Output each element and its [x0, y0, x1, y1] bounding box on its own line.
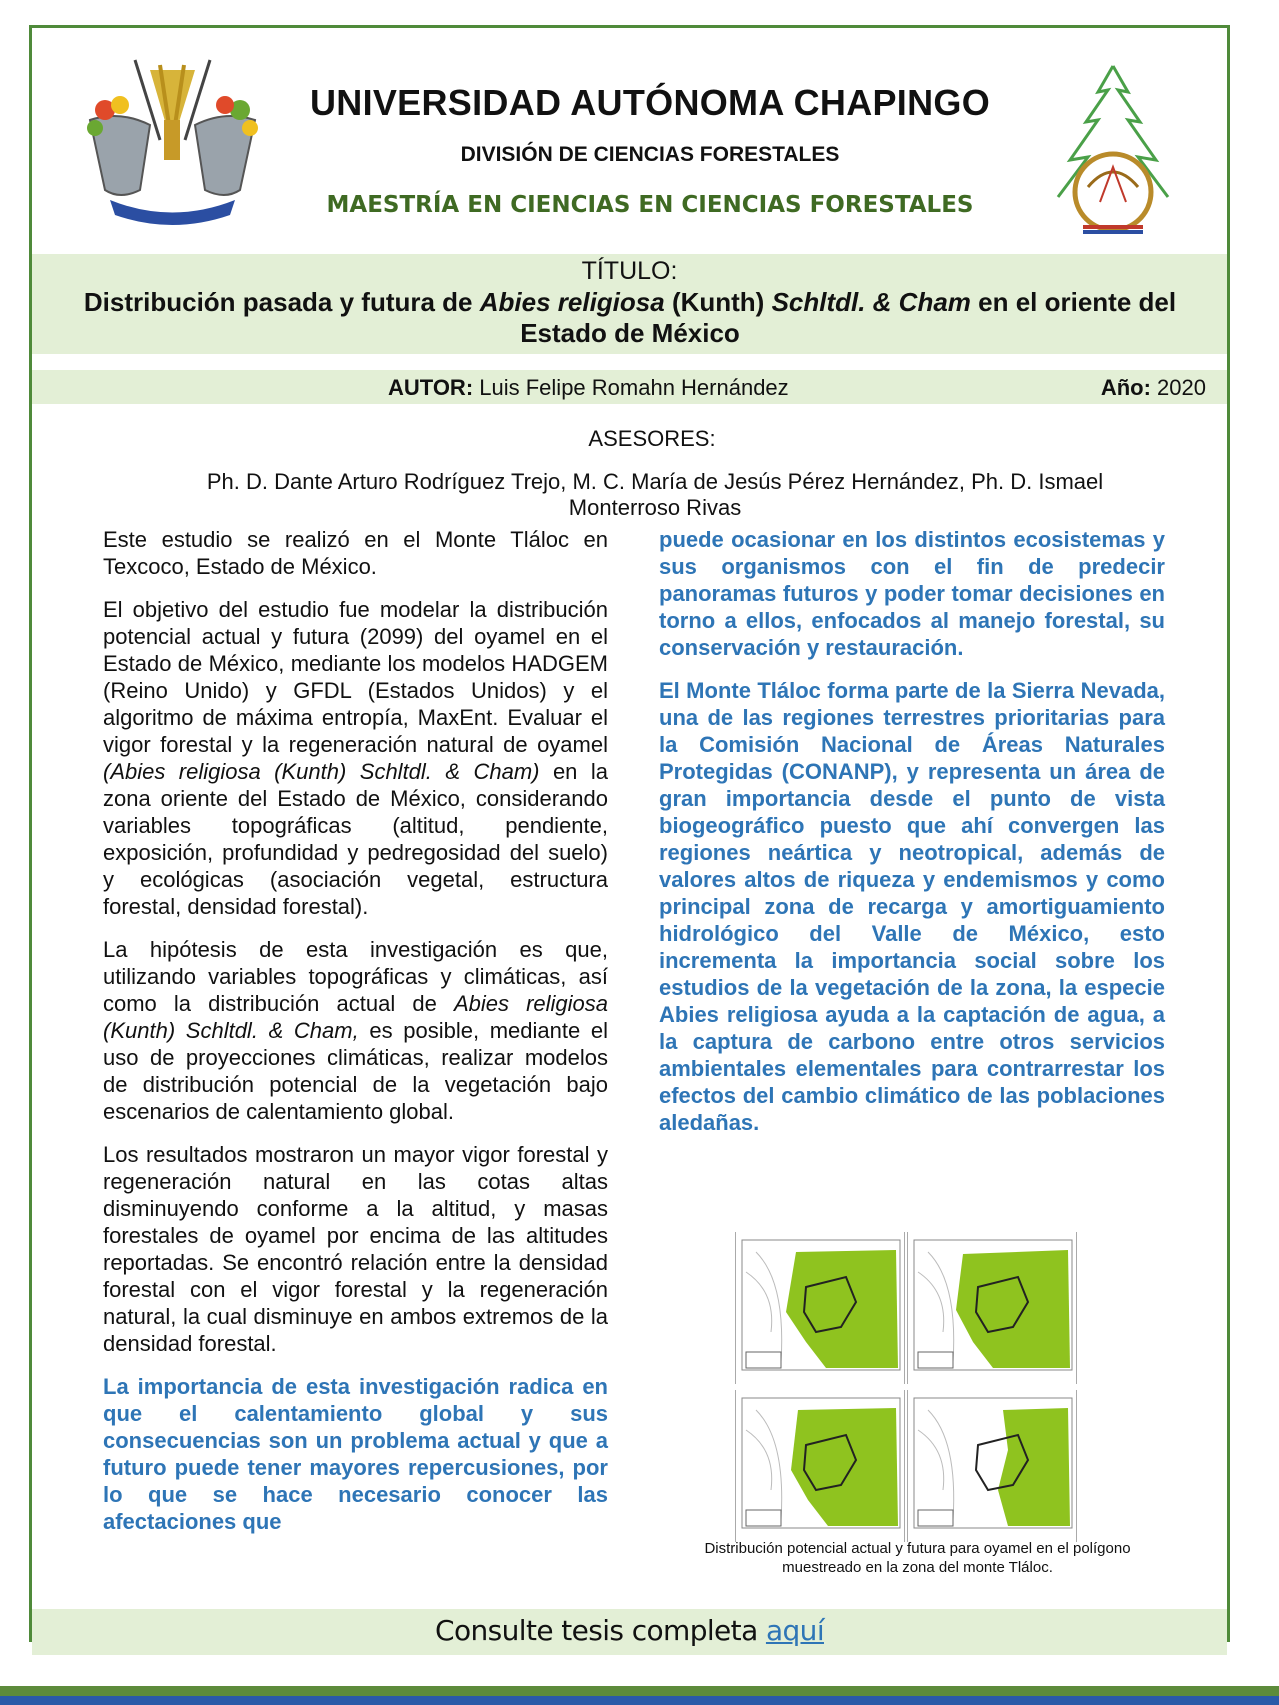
footer-text: Consulte tesis completa — [435, 1614, 766, 1647]
hypothesis-text-b: es posible, mediante el uso de proyecciones climáticas, realizar modelos de distribución potencial de la vegetación bajo escenarios de calentamiento global. — [103, 1018, 609, 1124]
bottom-stripe-green — [0, 1686, 1279, 1696]
author-label: AUTOR: — [388, 375, 474, 400]
map-panel-4 — [907, 1390, 1077, 1542]
distribution-maps-figure — [735, 1232, 1075, 1542]
monte-tlaloc-paragraph: El Monte Tláloc forma parte de la Sierra Nevada, una de las regiones terrestres prioritarias para la Comisión Nacional de Áreas Naturales Protegidas (CONANP), y representa un área de gran importancia desde el punto de vista biogeográfico puesto que ahí convergen las regiones neártica y neotropical, además de valores altos de riqueza y endemismos y como principal zona de recarga y amortiguamiento hidrológico del Valle de México, esto incrementa la importancia social sobre los estudios de la vegetación de la zona, la especie Abies religiosa ayuda a la captación de agua, a la captura de carbono entre otros servicios ambientales elementales para contrarrestar los efectos del cambio climático de las poblaciones aledañas. — [659, 678, 1165, 1135]
hypothesis-species: Abies religiosa (Kunth) Schltdl. & Cham, — [103, 991, 609, 1043]
horn-of-plenty-right-icon — [195, 96, 258, 195]
chapingo-emblem-logo — [80, 50, 265, 225]
map-panel-3 — [735, 1390, 905, 1542]
author-line — [388, 375, 789, 401]
figure-caption: Distribución potencial actual y futura para oyamel en el polígono muestreado en la zona del monte Tláloc. — [704, 1540, 1131, 1576]
left-column — [103, 526, 608, 1551]
habitat-area — [998, 1408, 1070, 1526]
tree-outline-icon — [1058, 66, 1168, 197]
title-part-2: (Kunth) — [664, 287, 772, 317]
program-name: MAESTRÍA EN CIENCIAS EN CIENCIAS FORESTALES — [326, 192, 974, 218]
importance-paragraph: La importancia de esta investigación radica en que el calentamiento global y sus consecuencias son un problema actual y que a futuro puede tener mayores repercusiones, por lo que se hace necesario conocer las afectaciones que — [103, 1374, 608, 1534]
title-part-3: en el oriente del Estado de México — [520, 287, 1177, 348]
map-panel-2 — [907, 1232, 1077, 1384]
objective-text-a: El objetivo del estudio fue modelar la distribución potencial actual y futura (2099) del oyamel en el Estado de México, mediante los modelos HADGEM (Reino Unido) y GFDL (Estados Unidos) y el algoritmo de máxima entropía, MaxEnt. Evaluar el vigor forestal y la regeneración natural de oyamel — [103, 597, 608, 757]
objective-text-b: en la zona oriente del Estado de México, considerando variables topográficas (altitud, pendiente, exposición, profundidad y pedregosidad del suelo) y ecológicas (asociación vegetal, estructura forestal, densidad forestal). — [103, 759, 608, 919]
year-label: Año: — [1100, 375, 1151, 400]
year-value: 2020 — [1150, 375, 1206, 400]
forestry-division-logo — [1048, 62, 1178, 240]
year-line — [1101, 375, 1206, 401]
horn-of-plenty-left-icon — [87, 96, 150, 195]
hypothesis-paragraph — [103, 936, 608, 1125]
advisors-label: ASESORES: — [588, 426, 716, 451]
title-authority: Schltdl. & Cham — [771, 287, 971, 317]
results-paragraph: Los resultados mostraron un mayor vigor forestal y regeneración natural en las cotas altas disminuyendo conforme a la altitud, y masas forestales de oyamel por encima de las altitudes reportadas. Se encontró relación entre la densidad forestal con el vigor forestal y la regeneración natural, la cual disminuye en ambos extremos de la densidad forestal. — [103, 1142, 608, 1356]
ribbon-icon — [110, 200, 235, 225]
footer-line — [32, 1614, 1227, 1647]
agave-icon — [1075, 154, 1151, 230]
thesis-title — [50, 287, 1210, 349]
title-part-1: Distribución pasada y futura de — [83, 287, 480, 317]
bottom-stripe-blue — [0, 1696, 1279, 1705]
division-name: DIVISIÓN DE CIENCIAS FORESTALES — [460, 143, 840, 166]
right-column — [659, 526, 1165, 1152]
title-species: Abies religiosa — [479, 287, 665, 317]
full-thesis-link[interactable]: aquí — [765, 1614, 824, 1647]
study-location-paragraph: Este estudio se realizó en el Monte Tláloc en Texcoco, Estado de México. — [103, 527, 608, 579]
hypothesis-text-a: La hipótesis de esta investigación es que, utilizando variables topográficas y climáticas, así como la distribución actual de — [103, 937, 608, 1016]
map-panel-1 — [735, 1232, 905, 1384]
importance-continued-paragraph: puede ocasionar en los distintos ecosistemas y sus organismos con el fin de predecir panoramas futuros y poder tomar decisiones en torno a ellos, enfocados al manejo forestal, su conservación y restauración. — [659, 527, 1165, 660]
wheat-sheaf-icon — [150, 65, 195, 160]
advisors-names: Ph. D. Dante Arturo Rodríguez Trejo, M. C. María de Jesús Pérez Hernández, Ph. D. Ismael Monterroso Rivas — [206, 469, 1104, 520]
title-label: TÍTULO: — [581, 257, 678, 285]
objective-paragraph — [103, 596, 608, 920]
university-name: UNIVERSIDAD AUTÓNOMA CHAPINGO — [309, 82, 991, 123]
objective-species: (Abies religiosa (Kunth) Schltdl. & Cham) — [103, 759, 540, 784]
author-name: Luis Felipe Romahn Hernández — [473, 375, 789, 400]
